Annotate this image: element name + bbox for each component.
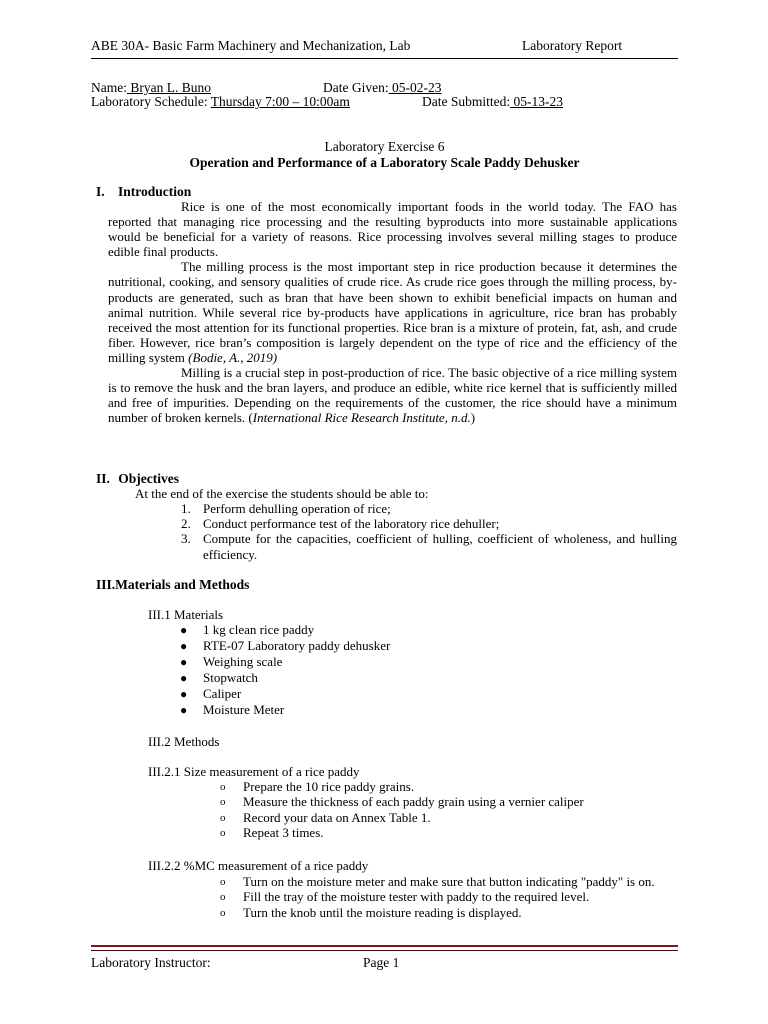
date-given-value: 05-02-23: [388, 80, 442, 95]
objective-text: Conduct performance test of the laboratory rice dehuller;: [203, 516, 500, 532]
method-step: [0, 874, 677, 889]
intro-heading: [96, 184, 191, 200]
material-item: [148, 702, 668, 718]
objective-item: [135, 501, 677, 516]
circle-bullet-icon: o: [220, 891, 226, 904]
date-submitted-field: [422, 94, 563, 110]
footer-page-number: Page 1: [363, 955, 400, 970]
date-submitted-label: Date Submitted:: [422, 94, 511, 109]
bullet-icon: ●: [180, 655, 188, 669]
method-step: [0, 794, 677, 809]
bullet-icon: ●: [180, 703, 188, 717]
objectives-lead: At the end of the exercise the students should be able to:: [135, 486, 429, 501]
intro-paragraph-2: [108, 259, 677, 365]
materials-methods-heading: III.Materials and Methods: [96, 577, 250, 592]
schedule-value: Thursday 7:00 – 10:00am: [210, 94, 350, 109]
intro-paragraph-3-end: ): [470, 410, 476, 426]
intro-body: [108, 199, 677, 425]
circle-bullet-icon: o: [220, 781, 226, 793]
material-text: Weighing scale: [203, 654, 283, 669]
materials-list: [148, 622, 668, 718]
method-step: [0, 889, 677, 904]
objectives-heading: [96, 471, 179, 487]
material-item: [148, 686, 668, 702]
header-rule: [91, 58, 678, 59]
intro-heading-text: Introduction: [118, 184, 192, 199]
intro-paragraph-3-cite: International Rice Research Institute, n.d.: [252, 410, 471, 426]
method-step-text: Fill the tray of the moisture tester with paddy to the required level.: [243, 889, 590, 905]
method-step-text: Record your data on Annex Table 1.: [243, 809, 431, 825]
schedule-field: [91, 94, 350, 110]
objectives-list: [135, 501, 677, 562]
exercise-number: Laboratory Exercise 6: [324, 139, 445, 154]
method-step: [0, 810, 677, 825]
footer-instructor: Laboratory Instructor:: [91, 955, 211, 970]
intro-paragraph-2-text: The milling process is the most important step in rice production because it determines the nutritional, cooking, and sensory qualities of crude rice. As crude rice goes through the milling process, by-products are generated, such as bran that have been shown to exhibit beneficial impacts on human and animal nutrition. While several rice by-products have applications in agriculture, rice bran has probably received the most attention for its functional properties. Rice bran is a mixture of protein, fat, ash, and crude fiber. However, rice bran’s composition is largely dependent on the type of rice and the efficiency of the milling system: [108, 259, 677, 365]
intro-paragraph-3: [108, 365, 677, 425]
method-step-text: Repeat 3 times.: [243, 825, 324, 841]
method-step-text: Turn on the moisture meter and make sure that button indicating "paddy" is on.: [243, 874, 655, 889]
material-text: Caliper: [203, 686, 242, 701]
material-item: [148, 638, 668, 654]
objective-num: 3.: [181, 531, 191, 547]
circle-bullet-icon: o: [220, 827, 226, 840]
methods-heading: III.2 Methods: [148, 734, 220, 749]
objectives-heading-text: Objectives: [118, 471, 179, 486]
material-item: [148, 622, 668, 638]
schedule-label: Laboratory Schedule:: [91, 94, 208, 109]
method-2-steps: [0, 874, 677, 920]
intro-paragraph-3-text: Milling is a crucial step in post-production of rice. The basic objective of a rice milling system is to remove the husk and the bran layers, and produce an edible, white rice kernel that is sufficiently milled and free of impurities. Depending on the requirements of the customer, the rice should have a minimum number of broken kernels. (: [108, 365, 677, 426]
objective-item: [135, 516, 677, 531]
name-label: Name:: [91, 80, 127, 95]
method-step-text: Turn the knob until the moisture reading is displayed.: [243, 904, 522, 920]
material-text: Stopwatch: [203, 670, 258, 685]
method-step-text: Prepare the 10 rice paddy grains.: [243, 779, 415, 794]
circle-bullet-icon: o: [220, 811, 226, 824]
bullet-icon: ●: [180, 639, 188, 653]
objective-num: 2.: [181, 516, 191, 532]
objective-text: Compute for the capacities, coefficient of hulling, coefficient of wholeness, and hulling efficiency.: [203, 531, 677, 562]
exercise-title: Operation and Performance of a Laboratory Scale Paddy Dehusker: [189, 155, 580, 170]
circle-bullet-icon: o: [220, 876, 226, 888]
date-submitted-value: 05-13-23: [510, 94, 563, 109]
material-item: [148, 670, 668, 686]
date-given-label: Date Given:: [323, 80, 389, 95]
material-text: RTE-07 Laboratory paddy dehusker: [203, 638, 391, 653]
method-step: [0, 779, 677, 794]
material-text: Moisture Meter: [203, 702, 285, 717]
bullet-icon: ●: [180, 671, 188, 685]
header-course: ABE 30A- Basic Farm Machinery and Mechanization, Lab: [91, 38, 411, 53]
footer-rule-thick: [91, 945, 678, 947]
objective-text: Perform dehulling operation of rice;: [203, 501, 391, 516]
method-step-text: Measure the thickness of each paddy grain using a vernier caliper: [243, 794, 584, 810]
materials-heading: III.1 Materials: [148, 607, 224, 622]
circle-bullet-icon: o: [220, 796, 226, 809]
method-1-heading: III.2.1 Size measurement of a rice paddy: [148, 764, 360, 779]
footer-rule-thin: [91, 950, 678, 951]
intro-heading-num: I.: [96, 184, 105, 199]
bullet-icon: ●: [180, 623, 188, 637]
bullet-icon: ●: [180, 687, 188, 701]
method-step: [0, 905, 677, 920]
method-2-heading: III.2.2 %MC measurement of a rice paddy: [148, 858, 369, 873]
material-item: [148, 654, 668, 670]
header-report-type: Laboratory Report: [522, 38, 623, 53]
method-step: [0, 825, 677, 840]
objective-num: 1.: [181, 501, 191, 516]
intro-paragraph-2-cite: (Bodie, A., 2019): [188, 349, 278, 365]
objective-item: [135, 531, 677, 561]
method-1-steps: [0, 779, 677, 841]
intro-paragraph-1: Rice is one of the most economically important foods in the world today. The FAO has reported that managing rice processing and the resulting byproducts into more sustainable applications would be beneficial for a variety of reasons. Rice processing involves several milling stages to produce edible final products.: [108, 199, 677, 260]
circle-bullet-icon: o: [220, 906, 226, 919]
objectives-heading-num: II.: [96, 471, 110, 486]
name-value: Bryan L. Buno: [127, 80, 211, 95]
material-text: 1 kg clean rice paddy: [203, 622, 315, 637]
